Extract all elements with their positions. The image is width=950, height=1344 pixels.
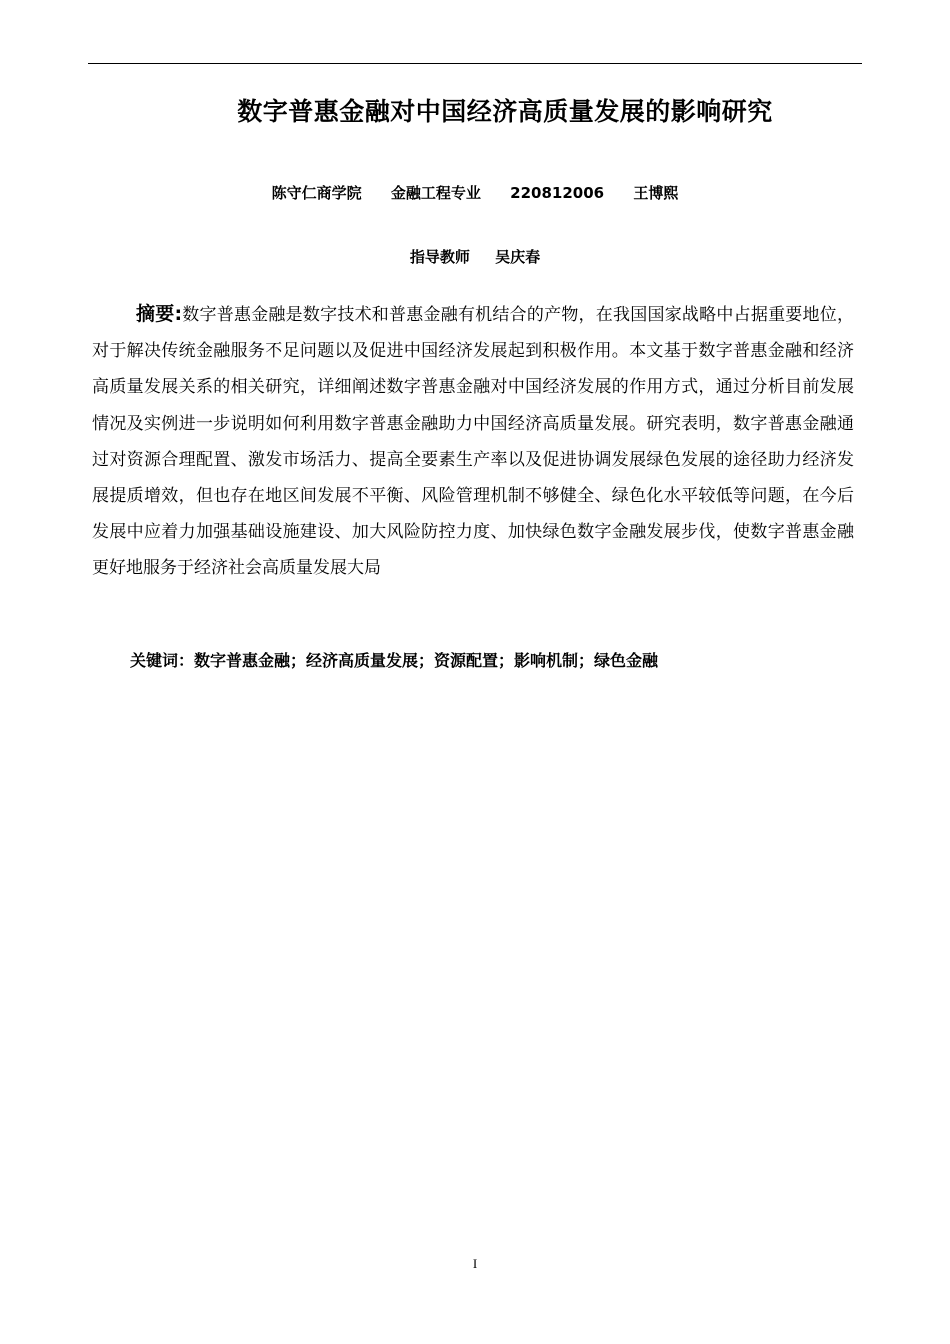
header-rule	[88, 63, 862, 64]
abstract-text: 数字普惠金融是数字技术和普惠金融有机结合的产物，在我国国家战略中占据重要地位，对于解决传统金融服务不足问题以及促进中国经济发展起到积极作用。本文基于数字普惠金融和经济高质量发展关系的相关研究，详细阐述数字普惠金融对中国经济发展的作用方式，通过分析目前发展情况及实例进一步说明如何利用数字普惠金融助力中国经济高质量发展。研究表明，数字普惠金融通过对资源合理配置、激发市场活力、提高全要素生产率以及促进协调发展绿色发展的途径助力经济发展提质增效，但也存在地区间发展不平衡、风险管理机制不够健全、绿色化水平较低等问题，在今后发展中应着力加强基础设施建设、加大风险防控力度、加快绿色数字金融发展步伐，使数字普惠金融更好地服务于经济社会高质量发展大局	[92, 305, 854, 579]
student-id: 220812006	[510, 184, 605, 202]
abstract-label: 摘要:	[136, 303, 183, 325]
major-name: 金融工程专业	[390, 184, 481, 202]
author-name: 王博熙	[633, 184, 679, 202]
paper-title: 数字普惠金融对中国经济高质量发展的影响研究	[237, 97, 773, 126]
advisor-line	[88, 244, 862, 270]
advisor-name: 吴庆春	[495, 248, 541, 266]
advisor-label: 指导教师	[409, 248, 470, 266]
author-line	[88, 180, 862, 206]
keywords: 关键词：数字普惠金融；经济高质量发展；资源配置；影响机制；绿色金融	[130, 651, 659, 670]
page-number: I	[472, 1256, 478, 1271]
school-name: 陈守仁商学院	[271, 184, 362, 202]
abstract	[92, 296, 854, 587]
